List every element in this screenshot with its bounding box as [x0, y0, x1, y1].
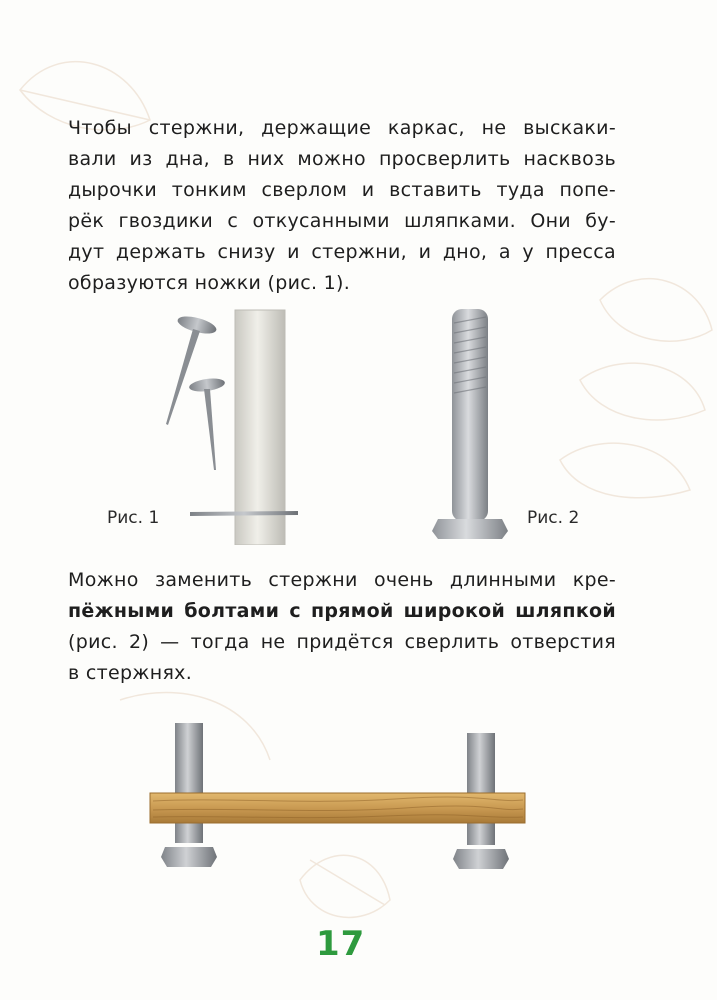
bolt-icon: [432, 309, 508, 539]
figure-2-caption: Рис. 2: [527, 508, 580, 528]
page-number: 17: [316, 924, 366, 964]
text-line: дут держать снизу и стержни, и дно, а у пресса: [68, 241, 616, 263]
figure-1-caption: Рис. 1: [107, 508, 160, 528]
paragraph-bolts: [68, 565, 616, 689]
text-line-bold: пёжными болтами с прямой широкой шляпкой: [68, 600, 616, 622]
nail-icon: [188, 377, 225, 470]
text-line: рёк гвоздики с откусанными шляпками. Они бу-: [68, 210, 616, 232]
text-line: в стержнях.: [68, 662, 193, 684]
text-line: дырочки тонким сверлом и вставить туда попе-: [68, 179, 616, 201]
wooden-board: [150, 793, 525, 823]
figure-3-board-on-bolts: [145, 715, 530, 875]
text-line: образуются ножки (рис. 1).: [68, 272, 351, 294]
rod-icon: [235, 310, 285, 545]
text-line: Чтобы стержни, держащие каркас, не выскаки-: [68, 117, 616, 139]
paragraph-nails: [68, 113, 616, 299]
text-line: вали из дна, в них можно просверлить насквозь: [68, 148, 616, 170]
text-line: (рис. 2) — тогда не придётся сверлить отверстия: [68, 631, 616, 653]
figure-1-rod-with-nails: [150, 305, 310, 545]
text-line: Можно заменить стержни очень длинными кре-: [68, 569, 616, 591]
figure-2-bolt: [430, 303, 520, 543]
